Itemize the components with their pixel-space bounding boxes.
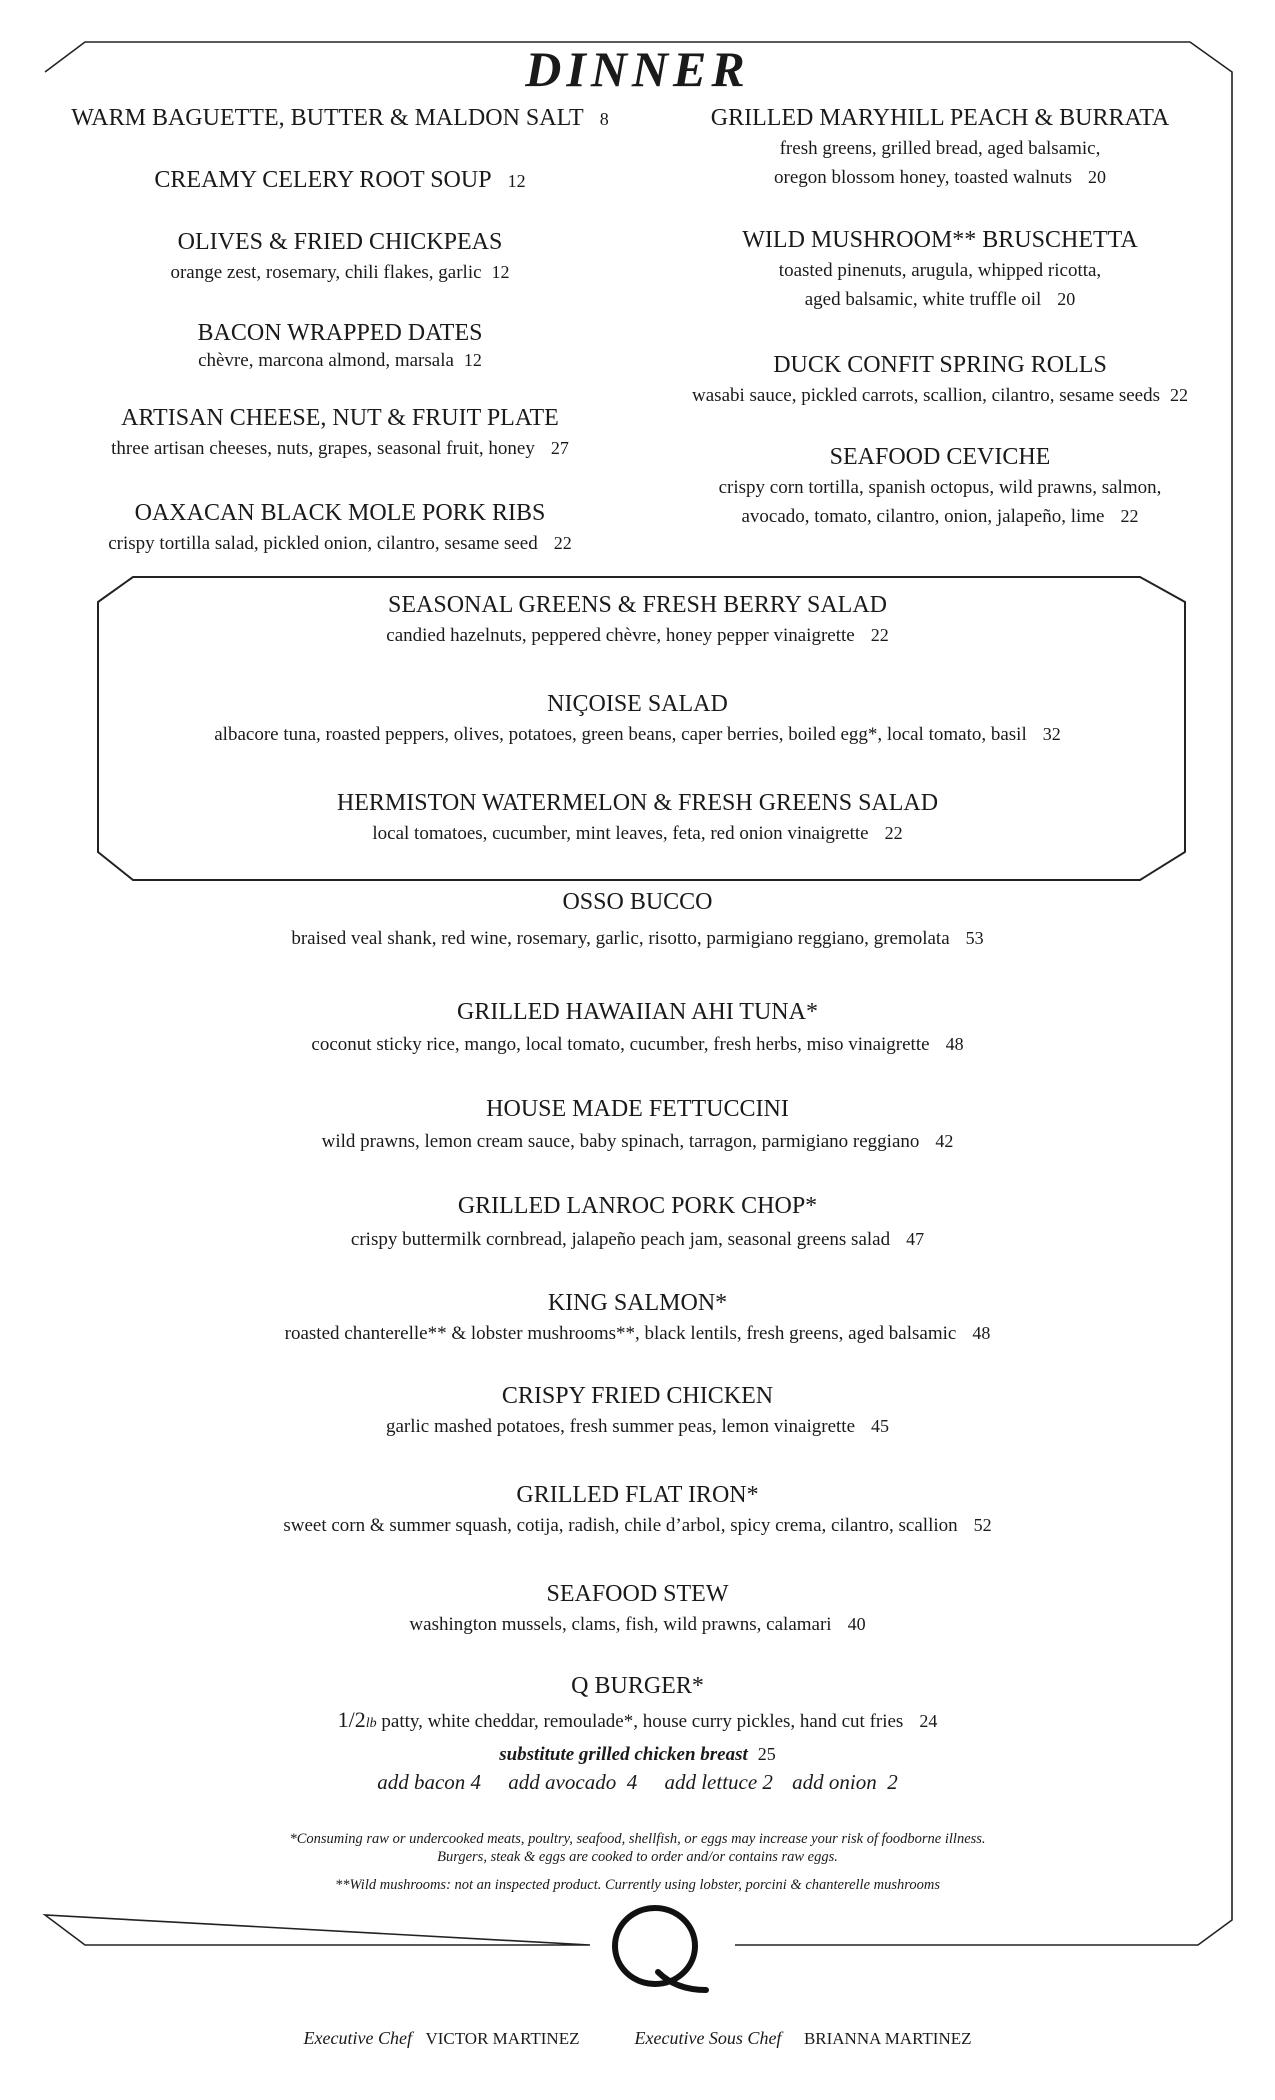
entree-item — [0, 1381, 1275, 1442]
item-description: avocado, tomato, cilantro, onion, jalapeño, lime — [741, 506, 1105, 527]
item-description: crispy tortilla salad, pickled onion, cilantro, sesame seed — [108, 533, 538, 554]
menu-item — [640, 442, 1240, 532]
item-price: 42 — [935, 1131, 954, 1151]
exec-chef-role: Executive Chef — [303, 2028, 412, 2048]
addon-label: add bacon — [377, 1770, 466, 1794]
item-description: wild prawns, lemon cream sauce, baby spinach, tarragon, parmigiano reggiano — [321, 1131, 920, 1152]
sous-chef-name: BRIANNA MARTINEZ — [803, 2029, 972, 2048]
addons-list — [0, 1770, 1275, 1795]
substitute-label: substitute grilled chicken breast — [499, 1744, 748, 1765]
menu-item — [640, 350, 1240, 411]
item-description: albacore tuna, roasted peppers, olives, potatoes, green beans, caper berries, boiled egg*, local tomato, basil — [214, 724, 1027, 745]
addon-price: 4 — [626, 1770, 638, 1794]
item-price: 32 — [1042, 724, 1061, 744]
menu-item — [640, 103, 1240, 193]
menu-item — [640, 225, 1240, 315]
item-name: ARTISAN CHEESE, NUT & FRUIT PLATE — [121, 405, 559, 431]
item-description: braised veal shank, red wine, rosemary, garlic, risotto, parmigiano reggiano, gremolata — [291, 928, 950, 949]
item-price: 53 — [965, 928, 984, 948]
cooked-to-order-note: Burgers, steak & eggs are cooked to order and/or contains raw eggs. — [437, 1849, 838, 1865]
menu-item — [50, 227, 630, 288]
entree-item — [0, 997, 1275, 1060]
item-price: 27 — [550, 438, 569, 458]
exec-chef-name: VICTOR MARTINEZ — [425, 2029, 580, 2048]
menu-item — [50, 403, 630, 464]
entree-item — [0, 1579, 1275, 1640]
item-description: local tomatoes, cucumber, mint leaves, feta, red onion vinaigrette — [372, 823, 869, 844]
item-name: CREAMY CELERY ROOT SOUP — [154, 167, 492, 193]
item-price: 22 — [870, 625, 889, 645]
sous-chef-role: Executive Sous Chef — [634, 2028, 782, 2048]
burger-unit: lb — [365, 1716, 377, 1731]
item-price: 20 — [1087, 167, 1106, 187]
page-title: DINNER — [525, 41, 750, 97]
item-description: wasabi sauce, pickled carrots, scallion, cilantro, sesame seeds — [692, 385, 1160, 406]
item-description: garlic mashed potatoes, fresh summer peas, lemon vinaigrette — [385, 1416, 856, 1437]
salad-item — [0, 788, 1275, 849]
item-name: SEASONAL GREENS & FRESH BERRY SALAD — [388, 592, 887, 618]
menu-item — [50, 103, 630, 133]
item-price: 48 — [972, 1323, 991, 1343]
menu-item — [50, 318, 630, 373]
salad-item — [0, 590, 1275, 651]
item-name: WILD MUSHROOM** BRUSCHETTA — [742, 227, 1138, 253]
item-description: roasted chanterelle** & lobster mushrooms**, black lentils, fresh greens, aged balsamic — [284, 1323, 957, 1344]
entree-item — [0, 1094, 1275, 1157]
item-price: 12 — [507, 171, 526, 191]
burger-size: 1/2 — [337, 1707, 366, 1732]
menu-item — [50, 498, 630, 559]
item-description: washington mussels, clams, fish, wild prawns, calamari — [409, 1614, 832, 1635]
item-description: coconut sticky rice, mango, local tomato, cucumber, fresh herbs, miso vinaigrette — [311, 1034, 930, 1055]
item-name: WARM BAGUETTE, BUTTER & MALDON SALT — [71, 105, 584, 131]
item-price: 22 — [884, 823, 903, 843]
item-description: candied hazelnuts, peppered chèvre, honey pepper vinaigrette — [386, 625, 855, 646]
item-price: 45 — [871, 1416, 890, 1436]
item-price: 22 — [1120, 506, 1139, 526]
item-price: 8 — [599, 109, 609, 129]
addon-price: 2 — [887, 1770, 898, 1794]
item-price: 22 — [1169, 385, 1188, 405]
item-name: SEAFOOD STEW — [546, 1581, 729, 1607]
item-description: toasted pinenuts, arugula, whipped ricotta, — [778, 260, 1102, 281]
item-name: CRISPY FRIED CHICKEN — [501, 1383, 774, 1409]
item-description: fresh greens, grilled bread, aged balsamic, — [779, 138, 1101, 159]
entree-item — [0, 1480, 1275, 1541]
addon-label: add avocado — [508, 1770, 617, 1794]
item-name: HERMISTON WATERMELON & FRESH GREENS SALAD — [336, 790, 939, 816]
item-price: 48 — [945, 1034, 964, 1054]
item-description: orange zest, rosemary, chili flakes, garlic — [170, 262, 482, 283]
item-price: 24 — [919, 1711, 938, 1731]
addon-label: add lettuce — [664, 1770, 758, 1794]
item-name: OSSO BUCCO — [562, 889, 713, 915]
entree-item — [0, 1191, 1275, 1255]
item-price: 20 — [1057, 289, 1076, 309]
substitute-price: 25 — [757, 1744, 776, 1764]
item-name: Q BURGER* — [571, 1673, 704, 1699]
item-price: 52 — [973, 1515, 992, 1535]
item-name: GRILLED FLAT IRON* — [516, 1482, 759, 1508]
item-description: three artisan cheeses, nuts, grapes, seasonal fruit, honey — [111, 438, 535, 459]
item-description: aged balsamic, white truffle oil — [804, 289, 1042, 310]
q-logo — [602, 1900, 712, 2000]
item-description: crispy corn tortilla, spanish octopus, wild prawns, salmon, — [718, 477, 1162, 498]
menu-item — [50, 165, 630, 195]
addon-price: 2 — [762, 1770, 773, 1794]
chef-credits — [0, 2028, 1275, 2049]
burger-item — [0, 1671, 1275, 1795]
item-price: 12 — [463, 350, 482, 370]
item-name: SEAFOOD CEVICHE — [829, 444, 1051, 470]
item-description: patty, white cheddar, remoulade*, house curry pickles, hand cut fries — [376, 1711, 904, 1732]
item-name: GRILLED HAWAIIAN AHI TUNA* — [457, 999, 818, 1025]
wild-mushroom-note: **Wild mushrooms: not an inspected product. Currently using lobster, porcini & chanterelle mushrooms — [335, 1877, 940, 1893]
item-description: crispy buttermilk cornbread, jalapeño peach jam, seasonal greens salad — [350, 1229, 891, 1250]
item-price: 47 — [906, 1229, 925, 1249]
item-name: OAXACAN BLACK MOLE PORK RIBS — [134, 500, 546, 526]
item-description: chèvre, marcona almond, marsala — [198, 350, 454, 371]
item-name: NIÇOISE SALAD — [547, 691, 728, 717]
item-price: 12 — [491, 262, 510, 282]
item-name: GRILLED LANROC PORK CHOP* — [457, 1193, 818, 1219]
item-description: oregon blossom honey, toasted walnuts — [774, 167, 1072, 188]
item-name: OLIVES & FRIED CHICKPEAS — [177, 229, 503, 255]
item-price: 22 — [553, 533, 572, 553]
entree-item — [0, 1288, 1275, 1349]
item-description: sweet corn & summer squash, cotija, radish, chile d’arbol, spicy crema, cilantro, scallion — [283, 1515, 958, 1536]
salad-item — [0, 689, 1275, 750]
entree-item — [0, 887, 1275, 954]
item-name: KING SALMON* — [547, 1290, 728, 1316]
item-name: HOUSE MADE FETTUCCINI — [486, 1096, 789, 1122]
foodborne-illness-note: *Consuming raw or undercooked meats, poultry, seafood, shellfish, or eggs may increase your risk of foodborne illness. — [289, 1831, 986, 1847]
item-name: BACON WRAPPED DATES — [197, 320, 483, 346]
item-name: DUCK CONFIT SPRING ROLLS — [773, 352, 1107, 378]
item-price: 40 — [847, 1614, 866, 1634]
addon-label: add onion — [792, 1770, 877, 1794]
item-name: GRILLED MARYHILL PEACH & BURRATA — [710, 105, 1170, 131]
addon-price: 4 — [470, 1770, 482, 1794]
